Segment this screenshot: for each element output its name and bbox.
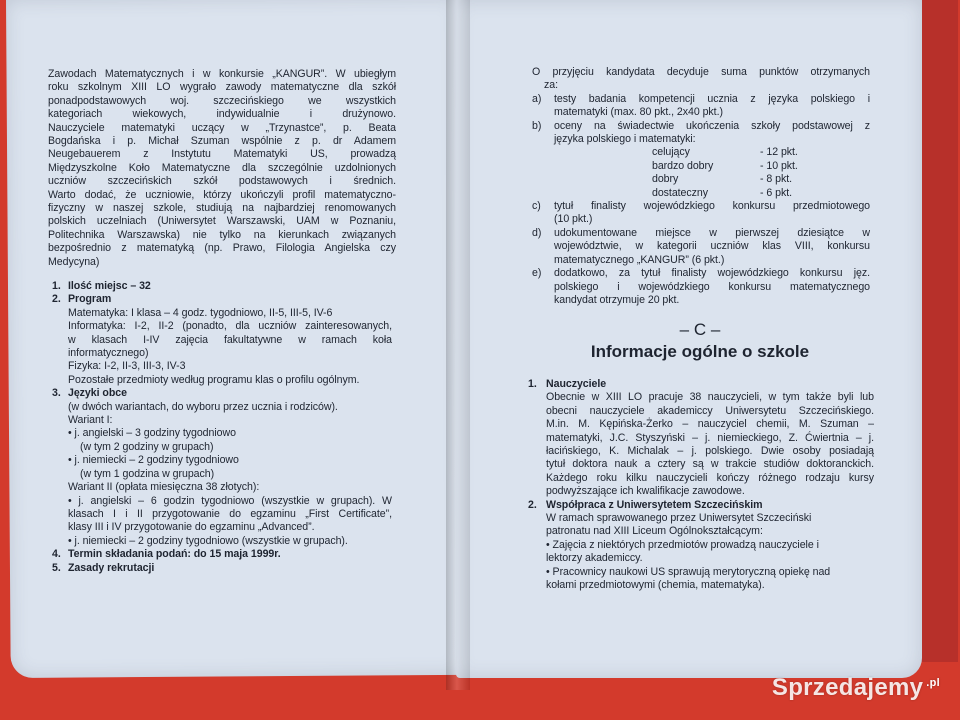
left-paragraph [48,68,396,269]
point-d: d) udokumentowane miejsce w pierwszej dziesiątce w [532,226,870,239]
text-line: Każdego roku kilku nauczycieli kończy różnego rodzaju kursy [546,471,874,484]
intro-line: O przyjęciu kandydata decyduje suma punktów otrzymanych [532,66,870,78]
school-info-list [528,378,874,593]
left-list [52,280,392,575]
program-line: informatycznego) [68,347,149,360]
text-line: Międzyszkolne Koło Matematyczne dla szczególnie uzdolnionych [48,161,396,174]
intro-line: za: [544,79,558,92]
text-line: ponadpodstawowych woj. szczecińskiego we wszystkich [48,94,396,107]
point-c: c) tytuł finalisty wojewódzkiego konkursu przedmiotowego [532,200,870,213]
text-line: kategoriach wiekowych, indywidualnie i drużynowo. [48,108,396,121]
grade-row: celujący - 12 pkt. [652,146,798,159]
language-line: • j. angielski – 6 godzin tygodniowo (wszystkie w grupach). W [68,494,392,507]
text-line: Bogdańska i p. Michał Szuman wspólnie z p. dr Adamem [48,135,396,148]
item-1: 1. Ilość miejsc – 32 [52,280,151,292]
recruitment-points [532,66,870,307]
text-line: uczniów szczecińskich szkół podstawowych i średnich. [48,175,396,188]
text-line: Medycyna) [48,255,100,268]
language-line: (w dwóch wariantach, do wyboru przez ucznia i rodziców). [68,400,338,413]
point-c-cont: (10 pkt.) [554,213,593,226]
text-line: matematyki, J.C. Styszyński – j. niemieckiego, Z. Ćwiertnia – j. [546,431,874,444]
text-line: polskich uczelniach (Uniwersytet Warszawski, UAM w Poznaniu, [48,215,396,228]
language-line: klasy III i IV przygotowanie do egzaminu „Advanced”. [68,521,315,534]
language-line: • j. angielski – 3 godziny tygodniowo [68,427,236,440]
text-line: bezpośrednio z matematyką (np. Prawo, Filologia Angielska czy [48,242,396,255]
language-line: (w tym 1 godzina w grupach) [80,467,215,480]
info-item-1: 1. Nauczyciele [528,378,607,390]
text-line: łacińskiego, K. Michalak – j. polskiego. Dwie osoby posiadają [546,445,874,458]
text-line: fizyczny w naszej szkole, studiują na najbardziej renomowanych [48,202,396,215]
text-line: obecni nauczyciele akademiccy Uniwersytetu Szczecińskiego. [546,404,874,417]
program-line: Fizyka: I-2, II-3, III-3, IV-3 [68,360,186,373]
text-line: Neugebauerem z Instytutu Matematyki US, prowadzą [48,148,396,161]
section-title: Informacje ogólne o szkole [590,342,810,361]
text-line: tytuł doktora nauk a cztery są w trakcie studiów doktoranckich. [546,458,874,471]
point-a-cont: matematyki (max. 80 pkt., 2x40 pkt.) [554,106,723,119]
text-line: Politechnika Warszawska) nie tylko na kierunkach związanych [48,228,396,241]
point-b: b) oceny na świadectwie ukończenia szkoły podstawowej z [532,119,870,132]
text-line: Zawodach Matematycznych i w konkursie „KANGUR”. W ubiegłym [48,68,396,80]
grade-row: dobry - 8 pkt. [652,173,792,186]
language-line: Wariant II (opłata miesięczna 38 złotych): [68,481,260,494]
text-line: M.in. M. Kępińska-Żerko – nauczyciel chemii, M. Szuman – [546,418,874,431]
booklet-spine [446,0,470,690]
text-line: Obecnie w XIII LO pracuje 38 nauczycieli, w tym także byli lub [546,391,874,404]
language-line: klasach I i II przygotowanie do egzaminu „First Certificate”, [68,507,392,520]
teachers-paragraph [528,391,874,498]
point-b-cont: języka polskiego i matematyki: [554,133,696,146]
program-line: w klasach I-IV zajęcia fakultatywne w ramach koła [68,333,392,346]
point-e-cont: kandydat otrzymuje 20 pkt. [554,293,680,306]
text-line: W ramach sprawowanego przez Uniwersytet Szczeciński [546,512,812,525]
text-line: • Pracownicy naukowi US sprawują merytoryczną opiekę nad [546,565,831,578]
program-line: Matematyka: I klasa – 4 godz. tygodniowo, II-5, III-5, IV-6 [68,306,333,319]
language-line: Wariant I: [68,414,113,427]
text-line: roku szkolnym XIII LO wygrało zawody matematyczne dla szkół [48,81,396,94]
text-line: kołami przedmiotowymi (chemia, matematyka). [546,579,765,592]
language-line: • j. niemiecki – 2 godziny tygodniowo [68,454,239,467]
language-line: (w tym 2 godziny w grupach) [80,440,214,453]
cooperation-paragraph [528,512,874,592]
point-e-cont: polskiego i wojewódzkiego konkursu matematycznego [554,280,870,293]
point-d-cont: matematycznego „KANGUR” (6 pkt.) [554,253,725,266]
language-line: • j. niemiecki – 2 godziny tygodniowo (wszystkie w grupach). [68,534,348,547]
watermark-logo: Sprzedajemy $^{.pl}$ [771,674,940,701]
background-red [918,0,958,662]
text-line: lektorzy akademiccy. [546,552,643,565]
point-a: a) testy badania kompetencji ucznia z języka polskiego i [532,92,870,105]
program-line: Pozostałe przedmioty według programu klas o profilu ogólnym. [68,373,360,386]
point-d-cont: województwie, w kategorii uczniów klas VIII, konkursu [554,240,870,253]
text-line: Nauczyciele matematyki uczący w „Trzynastce”, p. Beata [48,121,396,134]
section-letter: – C – [679,320,721,339]
section-header [540,320,860,362]
item-3: 3. Języki obce [52,387,127,400]
text-line: • Zajęcia z niektórych przedmiotów prowadzą nauczyciele i [546,538,819,551]
item-2: 2. Program [52,293,112,306]
item-5: 5. Zasady rekrutacji [52,561,155,574]
grade-row: dostateczny - 6 pkt. [652,186,792,199]
point-e: e) dodatkowo, za tytuł finalisty wojewódzkiego konkursu jęz. [532,267,870,280]
info-item-2: 2. Współpraca z Uniwersytetem Szczecińskim [528,498,763,511]
item-4: 4. Termin składania podań: do 15 maja 1999r. [52,548,281,561]
text-line: Warto dodać, że uczniowie, którzy ukończyli profil matematyczno- [48,188,396,201]
grade-row: bardzo dobry - 10 pkt. [652,159,798,172]
text-line: podwyższające ich kwalifikacje zawodowe. [546,485,745,498]
program-line: Informatyka: I-2, II-2 (ponadto, dla uczniów zainteresowanych, [68,320,392,333]
text-line: patronatu nad XIII Liceum Ogólnokształcącym: [546,525,763,538]
